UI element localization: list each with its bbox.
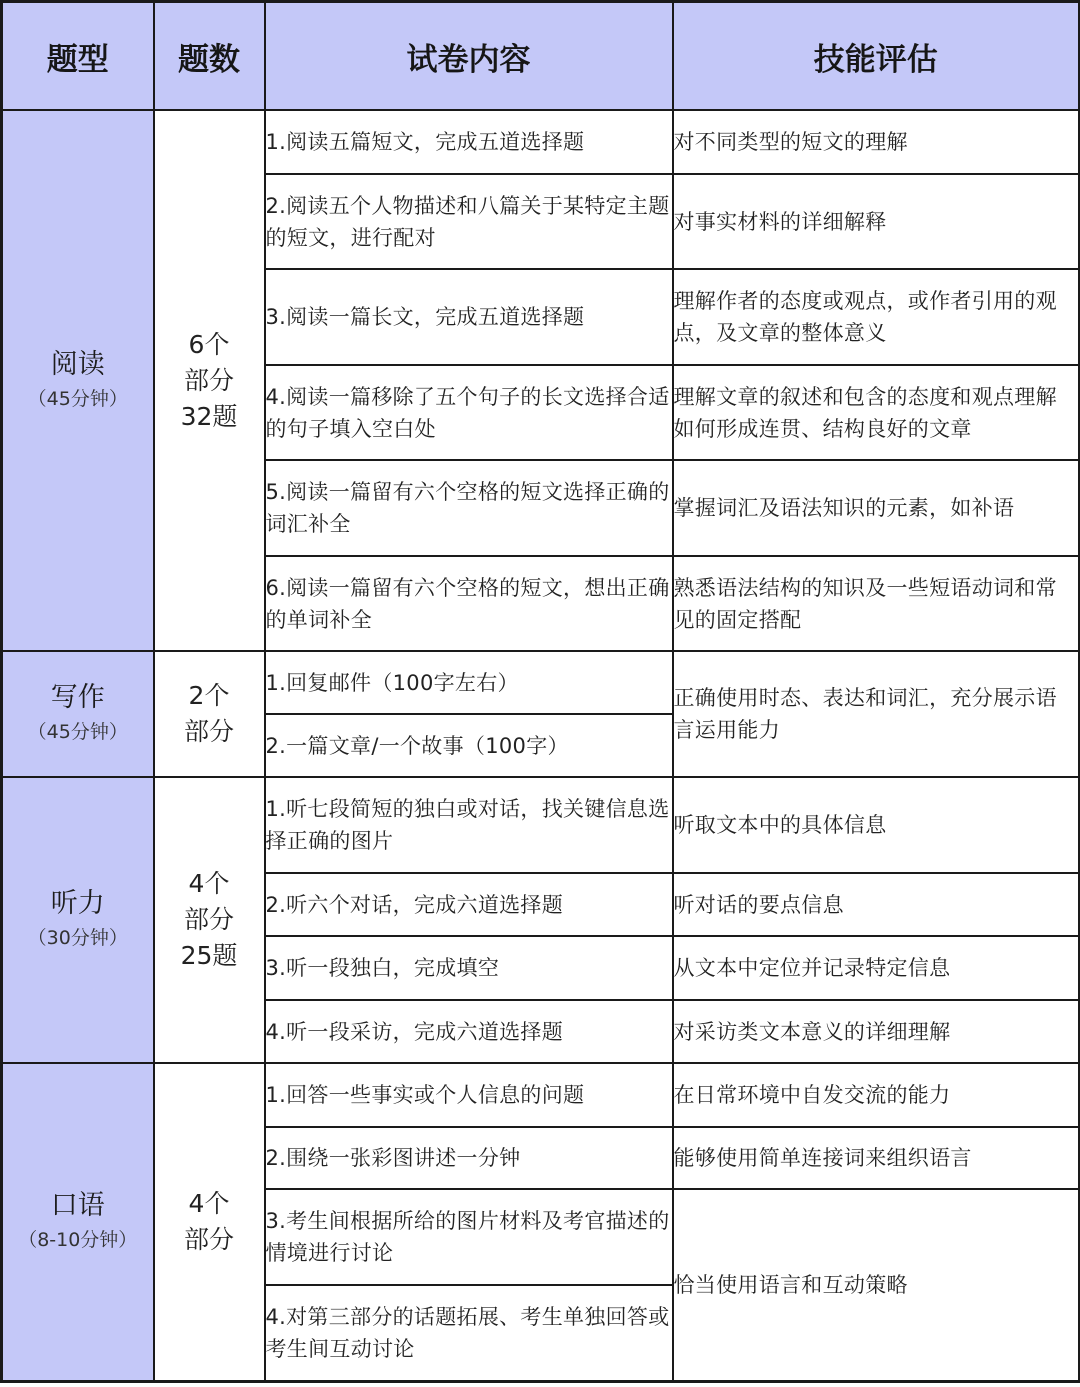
- table-row: [2, 651, 1080, 714]
- skill-cell: 正确使用时态、表达和词汇，充分展示语言运用能力: [673, 651, 1080, 777]
- count-line: 4个: [188, 869, 230, 898]
- section-time: （45分钟）: [27, 721, 128, 743]
- skill-cell: 从文本中定位并记录特定信息: [673, 936, 1080, 1000]
- count-writing: [154, 651, 265, 777]
- skill-cell: 掌握词汇及语法知识的元素，如补语: [673, 460, 1080, 556]
- content-cell: 1.回答一些事实或个人信息的问题: [265, 1063, 673, 1127]
- section-time: （45分钟）: [27, 387, 128, 410]
- section-time: （30分钟）: [27, 927, 128, 949]
- count-line: 2个: [188, 681, 230, 710]
- content-cell: 4.听一段采访，完成六道选择题: [265, 1000, 673, 1063]
- section-name: 口语: [50, 1189, 105, 1221]
- table-row: [2, 1063, 1080, 1127]
- header-type: 题型: [2, 2, 154, 111]
- content-cell: 1.阅读五篇短文，完成五道选择题: [265, 110, 673, 174]
- content-cell: 1.听七段简短的独白或对话，找关键信息选择正确的图片: [265, 777, 673, 873]
- skill-cell: 听取文本中的具体信息: [673, 777, 1080, 873]
- count-line: 部分: [183, 1224, 234, 1254]
- content-cell: 2.围绕一张彩图讲述一分钟: [265, 1127, 673, 1189]
- content-cell: 4.对第三部分的话题拓展、考生单独回答或考生间互动讨论: [265, 1285, 673, 1381]
- header-content: 试卷内容: [265, 2, 673, 111]
- count-line: 4个: [188, 1188, 230, 1218]
- skill-cell: 理解文章的叙述和包含的态度和观点理解如何形成连贯、结构良好的文章: [673, 365, 1080, 460]
- content-cell: 2.阅读五个人物描述和八篇关于某特定主题的短文，进行配对: [265, 174, 673, 269]
- skill-cell: 在日常环境中自发交流的能力: [673, 1063, 1080, 1127]
- content-cell: 1.回复邮件（100字左右）: [265, 651, 673, 714]
- skill-cell: 能够使用简单连接词来组织语言: [673, 1127, 1080, 1189]
- count-speaking: [154, 1063, 265, 1381]
- section-listening: [2, 777, 154, 1063]
- content-cell: 2.一篇文章/一个故事（100字）: [265, 714, 673, 777]
- skill-cell: 理解作者的态度或观点，或作者引用的观点，及文章的整体意义: [673, 269, 1080, 365]
- count-line: 部分: [183, 365, 234, 395]
- content-cell: 4.阅读一篇移除了五个句子的长文选择合适的句子填入空白处: [265, 365, 673, 460]
- count-listening: [154, 777, 265, 1063]
- count-line: 32题: [180, 401, 238, 431]
- content-cell: 3.考生间根据所给的图片材料及考官描述的情境进行讨论: [265, 1189, 673, 1285]
- skill-cell: 听对话的要点信息: [673, 873, 1080, 936]
- count-reading: [154, 110, 265, 651]
- content-cell: 5.阅读一篇留有六个空格的短文选择正确的词汇补全: [265, 460, 673, 556]
- section-name: 听力: [50, 888, 105, 919]
- section-name: 阅读: [50, 348, 105, 380]
- table-row: [2, 110, 1080, 174]
- content-cell: 2.听六个对话，完成六道选择题: [265, 873, 673, 936]
- section-speaking: [2, 1063, 154, 1381]
- content-cell: 6.阅读一篇留有六个空格的短文，想出正确的单词补全: [265, 556, 673, 651]
- table-row: [2, 777, 1080, 873]
- skill-cell: 熟悉语法结构的知识及一些短语动词和常见的固定搭配: [673, 556, 1080, 651]
- header-row: [2, 2, 1080, 111]
- skill-cell: 对不同类型的短文的理解: [673, 110, 1080, 174]
- count-line: 部分: [183, 905, 234, 934]
- skill-cell: 对采访类文本意义的详细理解: [673, 1000, 1080, 1063]
- section-reading: [2, 110, 154, 651]
- skill-cell: 对事实材料的详细解释: [673, 174, 1080, 269]
- header-count: 题数: [154, 2, 265, 111]
- content-cell: 3.听一段独白，完成填空: [265, 936, 673, 1000]
- section-time: （8-10分钟）: [18, 1228, 138, 1251]
- content-cell: 3.阅读一篇长文，完成五道选择题: [265, 269, 673, 365]
- count-line: 25题: [180, 941, 238, 970]
- header-skill: 技能评估: [673, 2, 1080, 111]
- count-line: 部分: [183, 717, 234, 746]
- skill-cell: 恰当使用语言和互动策略: [673, 1189, 1080, 1381]
- section-writing: [2, 651, 154, 777]
- count-line: 6个: [188, 329, 230, 359]
- section-name: 写作: [50, 682, 105, 713]
